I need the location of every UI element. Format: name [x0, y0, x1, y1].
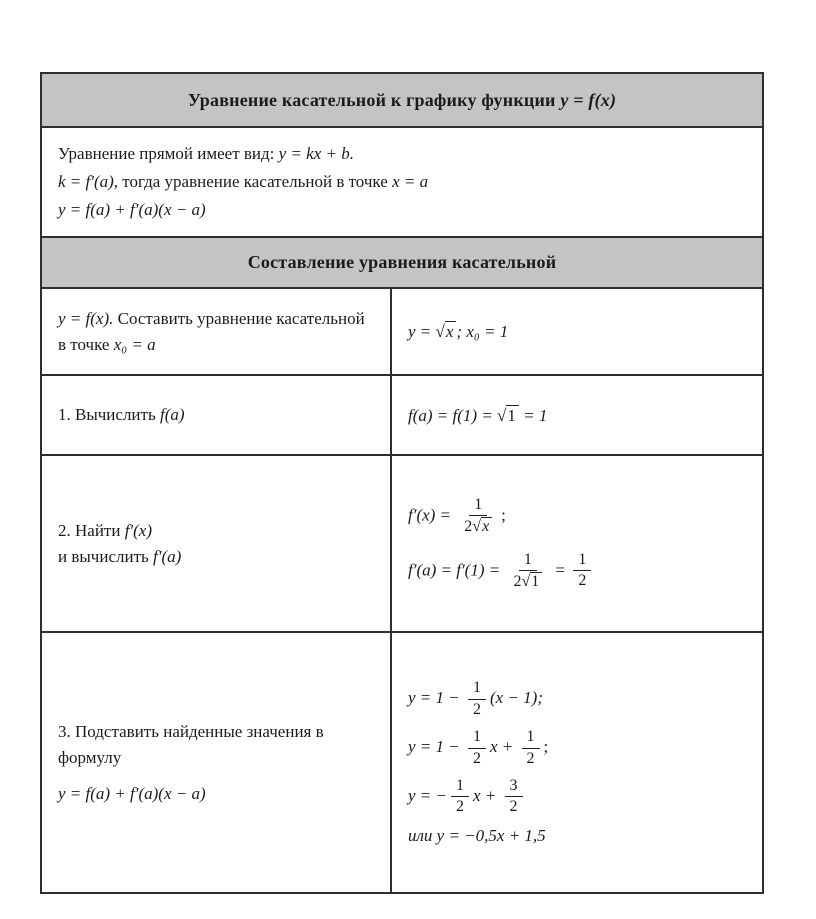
- fraction: [508, 551, 547, 592]
- row4-left-cell: [41, 632, 391, 893]
- fraction-numerator: 1: [468, 728, 486, 748]
- fraction: [522, 728, 540, 768]
- denominator-coefficient: 2: [513, 572, 522, 590]
- row2-left-cell: [41, 375, 391, 455]
- fraction-denominator: 2: [509, 798, 518, 816]
- fraction-numerator: 1: [468, 679, 486, 699]
- row2-left-math: f(a): [159, 405, 185, 424]
- title-row: [41, 73, 763, 127]
- row1-left-math1: y = f(x).: [58, 308, 114, 328]
- result-line-2: [408, 728, 746, 768]
- row4-right-cell: [391, 632, 763, 893]
- fraction-denominator: [508, 571, 547, 591]
- row1-right-post: ; x₀ = 1: [456, 322, 509, 341]
- row3-right-cell: [391, 455, 763, 632]
- formula-pre: f′(a) = f′(1) =: [408, 559, 505, 579]
- table-row-step2: [41, 455, 763, 632]
- fraction-denominator: 2: [456, 798, 464, 816]
- sqrt-radicand: x: [481, 517, 492, 536]
- row1-left-text: Составить уравнение касательной в точке: [58, 308, 365, 354]
- intro-cell: [41, 127, 763, 237]
- derivative-formula-line: [408, 496, 746, 537]
- sqrt-1-expression: [521, 572, 542, 591]
- intro-line2-math2: x = a: [392, 172, 429, 191]
- formula-pre: f′(x) =: [408, 505, 456, 525]
- row3-left-line1-math: f′(x): [124, 520, 153, 540]
- section-header-cell: [41, 237, 763, 288]
- tangent-equation-table: [40, 72, 764, 894]
- decimal-result: или y = −0,5x + 1,5: [408, 825, 546, 845]
- fraction: [505, 777, 523, 817]
- fraction: [468, 679, 486, 719]
- result-line-4: [408, 826, 746, 846]
- sqrt-1-expression: [497, 405, 519, 426]
- row3-left-line1-text: 2. Найти: [58, 520, 125, 540]
- formula-post: ;: [501, 505, 506, 525]
- row3-left-line2-math: f′(a): [153, 546, 182, 566]
- formula-mid: =: [551, 559, 570, 579]
- sqrt-x-expression: [472, 517, 492, 536]
- sqrt-radicand: x: [445, 321, 457, 342]
- row2-right-pre: f(a) = f(1) =: [408, 405, 498, 425]
- table-title-math: y = f(x): [560, 89, 617, 110]
- fraction: [573, 551, 591, 591]
- row4-left-text: 3. Подставить найденные значения в формулу: [58, 721, 324, 767]
- sqrt-symbol: √: [435, 322, 445, 341]
- row1-left-math2: x₀ = a: [113, 334, 156, 354]
- formula-pre: y = −: [408, 785, 447, 805]
- table-title-text: Уравнение касательной к графику функции: [187, 89, 561, 110]
- sqrt-radicand: 1: [506, 405, 519, 426]
- row1-right-cell: [391, 288, 763, 375]
- section-header-text: Составление уравнения касательной: [247, 252, 557, 272]
- intro-line1-text: Уравнение прямой имеет вид:: [58, 144, 279, 163]
- fraction-denominator: 2: [473, 700, 481, 718]
- intro-line1-math: y = kx + b.: [278, 144, 354, 163]
- fraction-numerator: 1: [451, 777, 469, 797]
- fraction: [451, 777, 469, 817]
- section-row: [41, 237, 763, 288]
- formula-post: ;: [543, 736, 549, 756]
- fraction-numerator: 1: [469, 496, 487, 516]
- row3-left-line1: [58, 518, 374, 544]
- table-row-step1: [41, 375, 763, 455]
- row3-left-line2: [58, 544, 374, 570]
- fraction-numerator: 3: [505, 777, 523, 797]
- row2-left-text: 1. Вычислить: [58, 405, 160, 424]
- table-row-task: [41, 288, 763, 375]
- fraction-numerator: 1: [519, 551, 537, 571]
- row2-right-post: = 1: [518, 405, 548, 425]
- derivative-value-line: [408, 551, 746, 592]
- fraction: [468, 728, 486, 768]
- intro-line3-math: y = f(a) + f′(a)(x − a): [58, 200, 206, 219]
- fraction: [459, 496, 497, 537]
- table-title-cell: [41, 73, 763, 127]
- fraction-denominator: 2: [473, 749, 481, 767]
- sqrt-symbol: √: [497, 405, 507, 425]
- sqrt-x-expression: [436, 321, 457, 342]
- intro-line-3: [58, 196, 746, 224]
- fraction-denominator: 2: [578, 572, 587, 590]
- fraction-numerator: 1: [573, 551, 591, 571]
- fraction-numerator: 1: [522, 728, 540, 748]
- row3-left-line2-text: и вычислить: [58, 546, 154, 566]
- result-line-1: [408, 679, 746, 719]
- sqrt-symbol: √: [472, 518, 482, 536]
- intro-line-2: [58, 168, 746, 196]
- row1-left-cell: [41, 288, 391, 375]
- fraction-denominator: 2: [526, 749, 535, 767]
- formula-mid: x +: [473, 785, 501, 805]
- sqrt-symbol: √: [521, 572, 531, 590]
- table-row-step3: [41, 632, 763, 893]
- row3-left-cell: [41, 455, 391, 632]
- denominator-coefficient: 2: [464, 518, 473, 536]
- intro-line-1: [58, 140, 746, 168]
- intro-line2-math1: k = f′(a): [58, 172, 114, 191]
- row4-left-math: y = f(a) + f′(a)(x − a): [58, 783, 206, 803]
- row1-right-pre: y =: [408, 322, 436, 341]
- result-line-3: [408, 777, 746, 817]
- row2-right-cell: [391, 375, 763, 455]
- formula-pre: y = 1 −: [408, 688, 464, 708]
- formula-pre: y = 1 −: [408, 736, 464, 756]
- fraction-denominator: [459, 516, 497, 536]
- intro-row: [41, 127, 763, 237]
- sqrt-radicand: 1: [530, 572, 542, 591]
- formula-mid: x +: [490, 736, 518, 756]
- intro-line2-text: , тогда уравнение касательной в точке: [113, 172, 393, 191]
- formula-post: (x − 1);: [490, 688, 544, 708]
